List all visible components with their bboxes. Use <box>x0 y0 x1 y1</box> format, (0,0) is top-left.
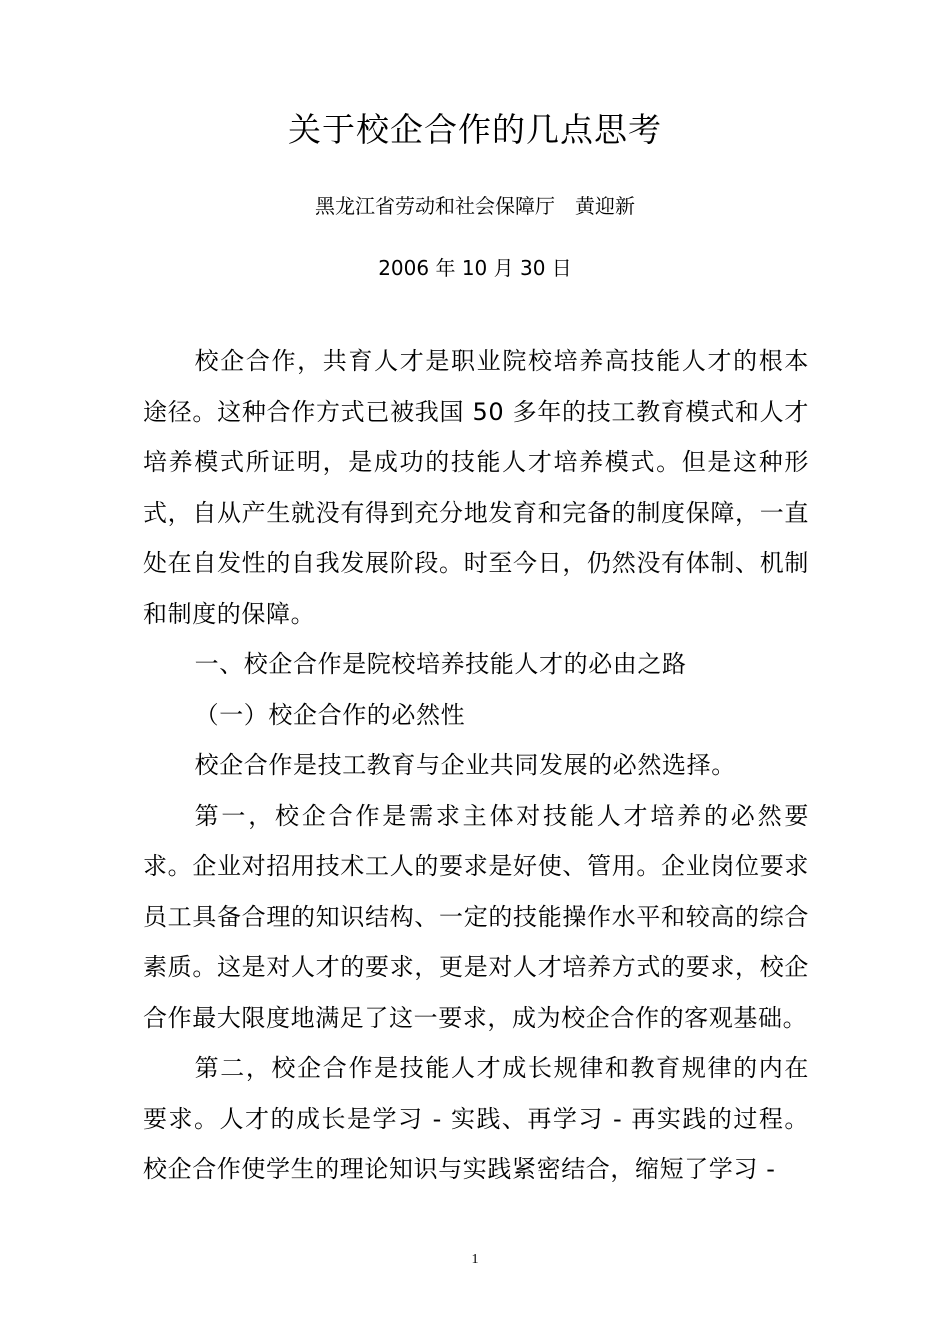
section-heading: 一、校企合作是院校培养技能人才的必由之路 <box>194 650 687 678</box>
document-author: 黑龙江省劳动和社会保障厅 黄迎新 <box>315 194 635 218</box>
page-number: 1 <box>471 1252 479 1267</box>
body-paragraph: 第二，校企合作是技能人才成长规律和教育规律的内在要求。人才的成长是学习 - 实践、再学习 - 再实践的过程。校企合作使学生的理论知识与实践紧密结合，缩短了学习 - <box>143 1054 809 1183</box>
body-paragraph: 第一，校企合作是需求主体对技能人才培养的必然要求。企业对招用技术工人的要求是好使、管用。企业岗位要求员工具备合理的知识结构、一定的技能操作水平和较高的综合素质。这是对人才的要求，更是对人才培养方式的要求，校企合作最大限度地满足了这一要求，成为校企合作的客观基础。 <box>143 801 809 1032</box>
subsection-heading: （一）校企合作的必然性 <box>194 700 466 729</box>
document-title: 关于校企合作的几点思考 <box>288 110 662 149</box>
body-paragraph: 校企合作，共育人才是职业院校培养高技能人才的根本途径。这种合作方式已被我国 50 多年的技工教育模式和人才培养模式所证明，是成功的技能人才培养模式。但是这种形式，自从产生就没有得到充分地发育和完备的制度保障，一直处在自发性的自我发展阶段。时至今日，仍然没有体制、机制和制度的保障。 <box>143 347 809 628</box>
document-body <box>143 336 809 1195</box>
document-date: 2006 年 10 月 30 日 <box>378 256 572 280</box>
body-paragraph: 校企合作是技工教育与企业共同发展的必然选择。 <box>194 751 736 779</box>
